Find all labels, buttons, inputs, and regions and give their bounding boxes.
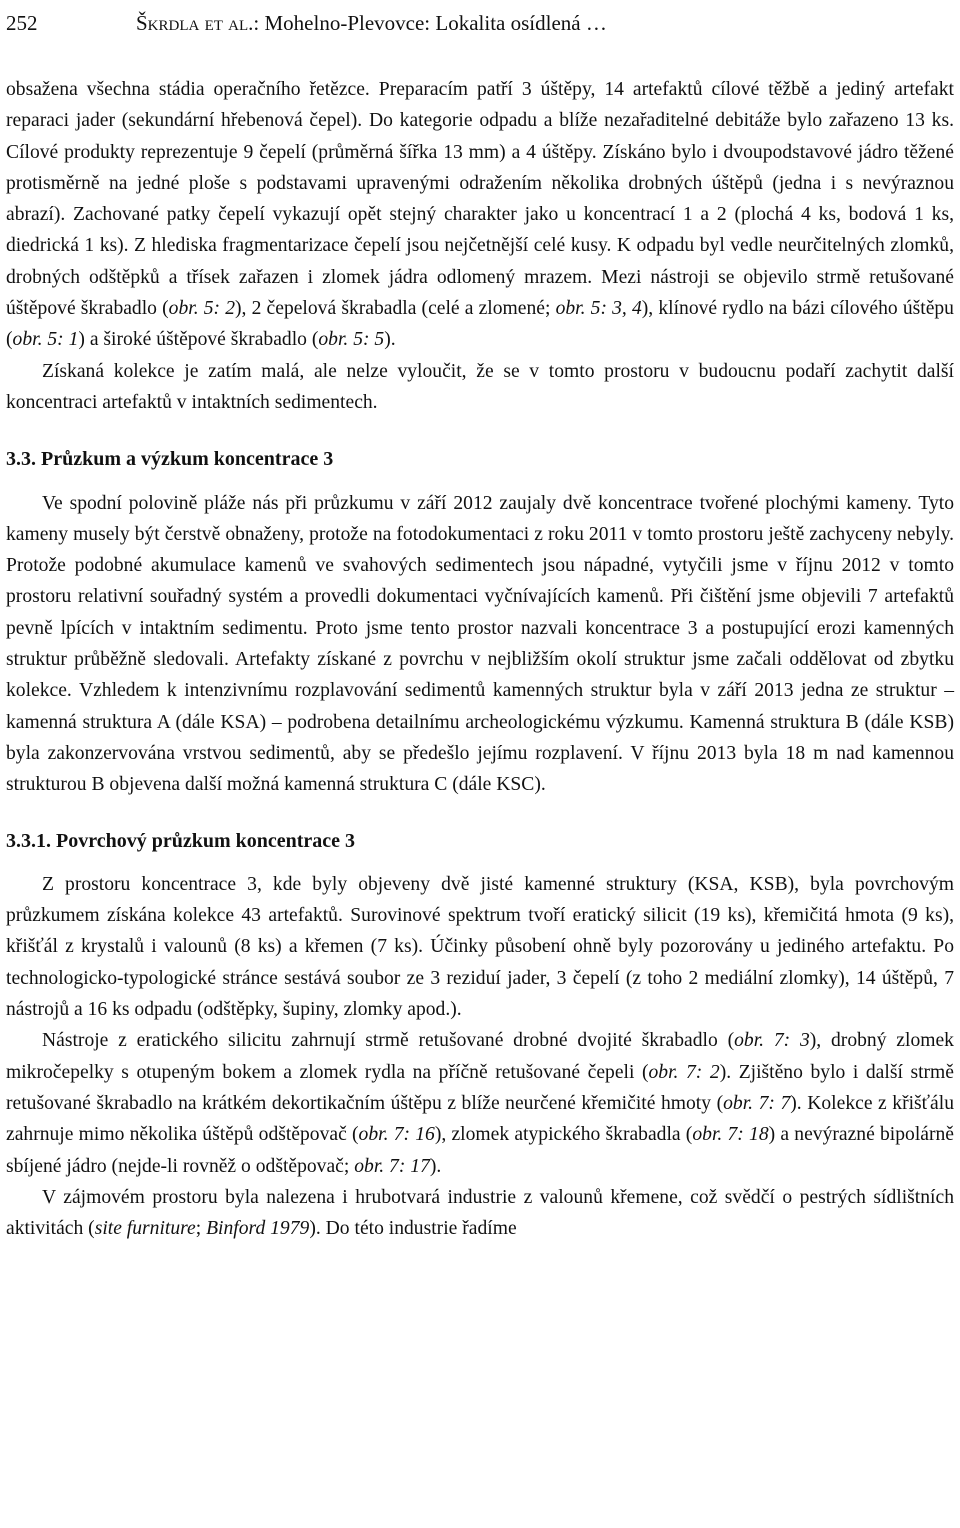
paragraph-concentration-3-discovery: Ve spodní polovině pláže nás při průzkumu v září 2012 zaujaly dvě koncentrace tvořené plochými kameny. Tyto kameny musely být čerstvě obnaženy, protože na fotodokumentaci z roku 2011 v tomto prostoru ještě zachyceny nebyly. Protože podobné akumulace kamenů ve svahových sedimentech jsou nápadné, vytyčili jsme v říjnu 2012 v tomto prostoru relativní souřadný systém a provedli dokumentaci vyčnívajících kamenů. Při čištění jsme objevili 7 artefaktů pevně lpících v intaktním sedimentu. Proto jsme tento prostor nazvali koncentrace 3 a postupující erozi kamenných struktur průběžně sledovali. Artefakty získané z povrchu v nejbližším okolí struktur jsme začali oddělovat od zbytku kolekce. Vzhledem k intenzivnímu rozplavování sedimentů kamenných struktur byla v září 2013 jedna ze struktur – kamenná struktura A (dále KSA) – podrobena detailnímu archeologickému výzkumu. Kamenná struktura B (dále KSB) byla zakonzervována vrstvou sedimentů, aby se předešlo jejímu rozplavení. V říjnu 2013 byla 18 m nad kamennou strukturou B objevena další možná kamenná struktura C (dále KSC). [6, 492, 954, 796]
text-run: ). Zjištěno bylo i další strmě retušované škrabadlo na krátkém dekortikačním úštěpu z blíže neurčené křemičité hmoty ( [6, 1061, 954, 1114]
paragraph-collection-note: Získaná kolekce je zatím malá, ale nelze vyloučit, že se v tomto prostoru v budoucnu podaří zachytit další koncentraci artefaktů v intaktních sedimentech. [6, 360, 954, 413]
section-heading-3-3: 3.3. Průzkum a výzkum koncentrace 3 [6, 448, 334, 471]
term-italic: site furniture [94, 1218, 196, 1240]
text-run: ; [195, 1218, 207, 1240]
subsection-heading-3-3-1: 3.3.1. Povrchový průzkum koncentrace 3 [6, 829, 356, 852]
text-run: ). [429, 1155, 442, 1177]
text-run: ). Do této industrie řadíme [309, 1218, 517, 1240]
paragraph-coarse-industry [6, 1182, 954, 1245]
figure-reference: obr. 7: 16 [358, 1124, 435, 1146]
running-title [136, 8, 607, 38]
heading-spacer [6, 476, 954, 488]
article-body [6, 74, 954, 1244]
text-run: ). Kolekce z křišťálu zahrnuje mimo několika úštěpů odštěpovač ( [6, 1092, 954, 1146]
paragraph-concentration-2-summary [6, 74, 954, 356]
text-run: ), 2 čepelová škrabadla (celé a zlomené; [235, 298, 556, 320]
text-run: ) a nevýrazné bipolárně sbíjené jádro (nejde-li rovněž o odštěpovač; [6, 1124, 954, 1177]
paragraph-surface-survey: Z prostoru koncentrace 3, kde byly objeveny dvě jisté kamenné struktury (KSA, KSB), byla povrchovým průzkumem získána kolekce 43 artefaktů. Surovinové spektrum tvoří eratický silicit (19 ks), křemičitá hmota (9 ks), křišťál z krystalů i valounů (8 ks) a křemen (7 ks). Účinky působení ohně byly pozorovány u jediného artefaktu. Po technologicko-typologické stránce sestává soubor ze 3 reziduí jader, 3 čepelí (z toho 2 mediální zlomky), 14 úštěpů, 7 nástrojů a 16 ks odpadu (odštěpky, šupiny, zlomky apod.). [6, 873, 954, 1021]
citation: Binford 1979 [206, 1218, 310, 1240]
page-number: 252 [6, 11, 38, 35]
text-run: ), drobný zlomek mikročepelky s otupeným bokem a zlomek rydla na příčně retušované čepeli ( [6, 1030, 954, 1083]
text-run: ), klínové rydlo na bázi cílového úštěpu ( [6, 298, 954, 351]
running-title-authors: Škrdla et al. [136, 11, 254, 35]
figure-reference: obr. 5: 5 [318, 329, 385, 351]
heading-spacer [6, 857, 954, 869]
figure-reference: obr. 7: 2 [648, 1061, 720, 1083]
figure-reference: obr. 7: 7 [723, 1092, 791, 1114]
figure-reference: obr. 7: 18 [692, 1124, 769, 1146]
text-run: ). [384, 329, 396, 351]
text-run: V zájmovém prostoru byla nalezena i hrubotvará industrie z valounů křemene, což svědčí o pestrých sídlištních aktivitách ( [6, 1186, 954, 1240]
section-spacer [6, 418, 954, 444]
running-header [6, 8, 954, 38]
figure-reference: obr. 7: 17 [354, 1155, 430, 1177]
text-run: Nástroje z eratického silicitu zahrnují strmě retušované drobné dvojité škrabadlo ( [42, 1030, 735, 1052]
text-run: obsažena všechna stádia operačního řetězce. Preparacím patří 3 úštěpy, 14 artefaktů cílové těžbě a jediný artefakt reparaci jader (sekundární hřebenová čepel). Do kategorie odpadu a blíže nezařaditelné debitáže bylo zařazeno 13 ks. Cílové produkty reprezentuje 9 čepelí (průměrná šířka 13 mm) a 4 úštěpy. Získáno bylo i dvoupodstavové jádro těžené protisměrně na jedné ploše s podstavami upravenými odražením několika drobných úštěpů (jedna i s nevýraznou abrazí). Zachované patky čepelí vykazují opět stejný charakter jako u koncentrací 1 a 2 (plochá 4 ks, bodová 1 ks, diedrická 1 ks). Z hlediska fragmentarizace čepelí jsou nejčetnější celé kusy. K odpadu byl vedle neurčitelných zlomků, drobných odštěpků a třísek zařazen i zlomek jádra odlomený mrazem. Mezi nástroji se objevilo strmě retušované úštěpové škrabadlo ( [6, 79, 954, 320]
figure-reference: obr. 7: 3 [734, 1030, 810, 1052]
subsection-spacer [6, 801, 954, 826]
figure-reference: obr. 5: 3, 4 [555, 298, 642, 320]
figure-reference: obr. 5: 1 [12, 329, 79, 351]
text-run: ) a široké úštěpové škrabadlo ( [78, 329, 319, 351]
running-title-text: : Mohelno-Plevovce: Lokalita osídlená … [253, 11, 607, 35]
text-run: ), zlomek atypického škrabadla ( [434, 1124, 693, 1146]
paragraph-tools [6, 1025, 954, 1181]
figure-reference: obr. 5: 2 [168, 298, 236, 320]
